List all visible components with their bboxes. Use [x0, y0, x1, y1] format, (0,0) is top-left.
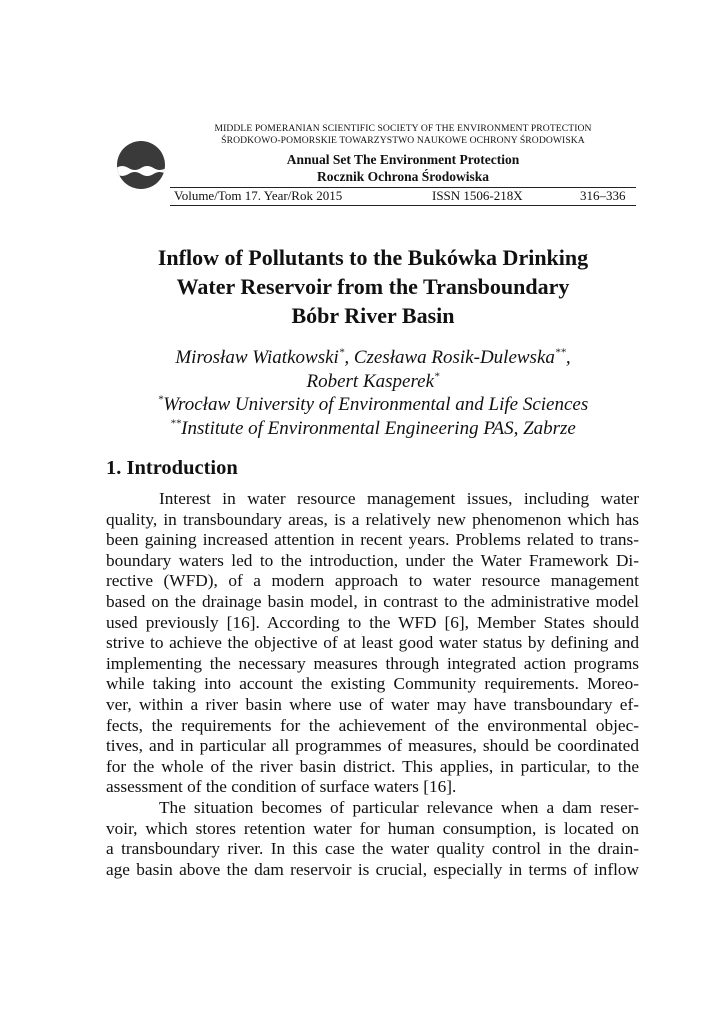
affiliation-mark: *: [434, 370, 440, 383]
journal-title-en: Annual Set The Environment Protection: [286, 152, 520, 167]
body-line: tives, and in particular all programmes of measures, should be coordinated: [106, 736, 639, 756]
author-name: , Czesława Rosik-Dulewska: [344, 347, 555, 368]
affiliation-mark: **: [554, 346, 566, 359]
body-line: fects, the requirements for the achievement of the environmental objec-: [106, 715, 639, 735]
body-line: Interest in water resource management issues, including water: [159, 489, 639, 508]
society-logo-icon: [116, 140, 166, 190]
section-body: [106, 489, 639, 880]
author-block: [60, 346, 686, 440]
body-line: ver, within a river basin where use of water may have transboundary ef-: [106, 694, 639, 714]
body-line: while taking into account the existing Community requirements. Moreo-: [106, 674, 639, 694]
body-line: for the whole of the river basin district. This applies, in particular, to the: [106, 756, 639, 776]
body-line: been gaining increased attention in recent years. Problems related to trans-: [106, 530, 639, 550]
body-line: used previously [16]. According to the WFD [6], Member States should: [106, 612, 639, 632]
title-line: Bóbr River Basin: [291, 303, 455, 328]
body-line: strive to achieve the objective of at least good water status by defining and: [106, 633, 639, 653]
title-line: Water Reservoir from the Transboundary: [176, 274, 570, 299]
affiliation-mark: *: [157, 393, 164, 406]
body-line: a transboundary river. In this case the water quality control in the drain-: [106, 839, 639, 859]
body-line: based on the drainage basin model, in contrast to the administrative model: [106, 591, 639, 611]
body-line: implementing the necessary measures through integrated action programs: [106, 653, 639, 673]
affiliation: Institute of Environmental Engineering PAS, Zabrze: [181, 417, 576, 439]
author-name: Mirosław Wiatkowski: [175, 347, 339, 368]
affiliation-mark: **: [170, 417, 182, 430]
paper-title: [60, 243, 686, 330]
affiliation-line: [60, 417, 686, 441]
title-line: Inflow of Pollutants to the Bukówka Drinking: [157, 245, 589, 270]
society-name-en: MIDDLE POMERANIAN SCIENTIFIC SOCIETY OF THE ENVIRONMENT PROTECTION: [214, 123, 592, 134]
body-line: age basin above the dam reservoir is crucial, especially in terms of inflow: [106, 859, 639, 879]
society-name-pl: ŚRODKOWO-POMORSKIE TOWARZYSTWO NAUKOWE OCHRONY ŚRODOWISKA: [221, 135, 585, 146]
body-line: quality, in transboundary areas, is a relatively new phenomenon which has: [106, 509, 639, 529]
affiliation: Wrocław University of Environmental and Life Sciences: [163, 394, 589, 415]
body-line: voir, which stores retention water for human consumption, is located on: [106, 818, 639, 838]
volume-info: Volume/Tom 17. Year/Rok 2015: [174, 188, 343, 203]
header-rule-bottom: [170, 205, 636, 206]
body-line: boundary waters led to the introduction, under the Water Framework Di-: [106, 550, 639, 570]
separator: ,: [565, 347, 571, 368]
author-line: [60, 346, 686, 370]
author-line: [60, 370, 686, 394]
section-heading: 1. Introduction: [106, 457, 238, 479]
body-line: The situation becomes of particular relevance when a dam reser-: [159, 797, 639, 817]
author-name: Robert Kasperek: [306, 370, 435, 392]
issn: ISSN 1506-218X: [432, 188, 523, 203]
body-line: rective (WFD), of a modern approach to water resource management: [106, 571, 639, 591]
page-range: 316–336: [580, 188, 626, 203]
body-line: assessment of the condition of surface waters [16].: [106, 777, 457, 797]
affiliation-line: [60, 393, 686, 417]
affiliation-mark: *: [338, 346, 345, 359]
journal-title-pl: Rocznik Ochrona Środowiska: [316, 169, 490, 184]
